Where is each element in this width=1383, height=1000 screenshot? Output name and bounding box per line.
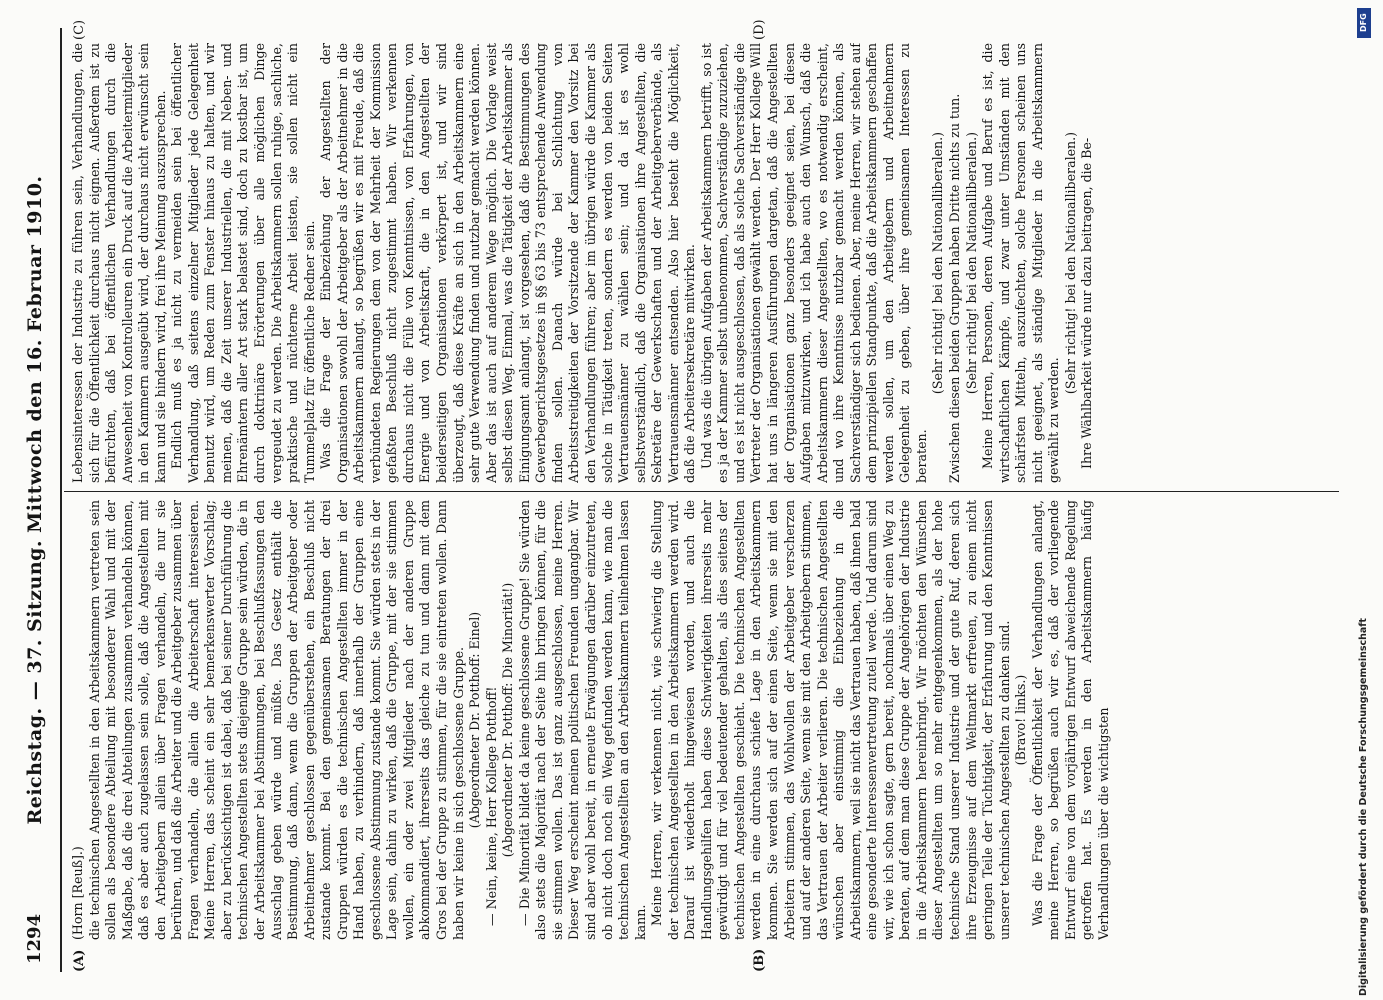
interjection: (Sehr richtig! bei den Nationalliberalen.): [1062, 131, 1078, 395]
paragraph: — Nein, keine, Herr Kollege Potthoff!: [483, 686, 499, 926]
paragraph: Und was die übrigen Aufgaben der Arbeitskammern betrifft, so ist es ja der Kammer selbst unbenommen, Sachverständige zuzuziehen, und es ist nicht ausgeschlossen, daß als solche Sachverständige die Vertreter der Organisationen gewählt werden. Der Herr Kollege Will hat uns in längeren Ausführungen dargetan, daß die Angestellten der Organisationen ganz besonders geeignet seien, bei diesen Aufgaben mitzuwirken, und ich habe auch den Wunsch, daß die Arbeitskammern dieser Angestellten, wo es notwendig erscheint, und wo ihre Kenntnisse nutzbar gemacht werden können, als Sachverständiger sich bedienen. Aber, meine Herren, wir stehen auf dem prinzipiellen Standpunkte, daß die Arbeitskammern geschaffen werden sollen, um den Arbeitgebern und Arbeitnehmern Gelegenheit zu geben, über ihre gemeinsamen Interessen zu beraten.: [698, 43, 929, 483]
paragraph: Was die Frage der Einbeziehung der Angestellten der Organisationen sowohl der Arbeitgeber als der Arbeitnehmer in die Arbeitskammern anlangt, so begrüßen wir es mit Freude, daß die verbündeten Regierungen dem von der Mehrheit der Kommission gefaßten Beschluß nicht zugestimmt haben. Wir verkennen durchaus nicht die Fülle von Kenntnissen, von Erfahrungen, von Energie und von Arbeitskraft, die in den Angestellten der beiderseitigen Organisationen verkörpert ist, und wir sind überzeugt, daß diese Kräfte an sich in den Arbeitskammern eine sehr gute Verwendung finden und nutzbar gemacht werden können. Aber das ist auch auf anderem Wege möglich. Die Vorlage weist selbst diesen Weg. Einmal, was die Tätigkeit der Arbeitskammer als Einigungsamt anlangt, ist vorgesehen, daß die Bestimmungen des Gewerbegerichtsgesetzes in §§ 63 bis 73 entsprechende Anwendung finden sollen. Danach würde bei Schlichtung von Arbeitsstreitigkeiten der Vorsitzende der Kammer den Vorsitz bei den Verhandlungen führen; aber im übrigen würde die Kammer als solche in Tätigkeit treten, sondern es werden von beiden Seiten Vertrauensmänner zu wählen sein; und da ist es wohl selbstverständlich, daß die Organisationen ihre Angestellten, die Sekretäre der Gewerkschaften und der Arbeitgeberverbände, als Vertrauensmänner entsenden. Also hier besteht die Möglichkeit, daß die Arbeitersekretäre mitwirken.: [318, 43, 698, 483]
paragraph: — Die Minorität bildet da keine geschlossene Gruppe! Sie würden also stets die Majorität nach der Seite hin bringen können, für die sie stimmen wollen. Das ist ganz ausgeschlossen, meine Herren. Dieser Weg erscheint meinen politischen Freunden ungangbar. Wir sind aber wohl bereit, in erneute Erwägungen darüber einzutreten, ob nicht doch noch ein Weg gefunden werden kann, wie man die technischen Angestellten an den Arbeitskammern teilnehmen lassen kann.: [516, 500, 648, 940]
header-rule: [60, 28, 62, 972]
paragraph: Meine Herren, Personen, deren Aufgabe und Beruf es ist, die wirtschaftlichen Kämpfe, und zwar unter Umständen mit den schärfsten Mitteln, auszufechten, solche Personen scheinen uns nicht geeignet, als ständige Mitglieder in die Arbeitskammern gewählt zu werden.: [980, 43, 1062, 483]
column-divider: [64, 491, 1339, 492]
digitization-attribution: Digitalisierung gefördert durch die Deutsche Forschungsgemeinschaft: [1358, 618, 1369, 996]
right-column: [70, 43, 1335, 483]
speaker-name: (Horn [Reuß].): [70, 846, 85, 940]
interjection: (Sehr richtig! bei den Nationalliberalen.): [963, 131, 979, 395]
left-column: [70, 500, 1335, 940]
page-header: [8, 0, 58, 1000]
paragraph: Zwischen diesen beiden Gruppen haben Dritte nichts zu tun.: [946, 93, 962, 483]
paragraph: Lebensinteressen der Industrie zu führen sein, Verhandlungen, die sich für die Öffentlichkeit durchaus nicht eignen. Außerdem ist zu befürchten, daß bei öffentlichen Verhandlungen durch die Anwesenheit von Kontrolleuren ein Druck auf die Arbeitermitglieder in den Kammern ausgeübt wird, der durchaus nicht erwünscht sein kann und sie hindern wird, frei ihre Meinung auszusprechen.: [70, 43, 168, 483]
paragraph: Meine Herren, wir verkennen nicht, wie schwierig die Stellung der technischen Angestellten in den Arbeitskammern werden wird. Darauf ist wiederholt hingewiesen worden, und auch die Handlungsgehilfen haben diese Schwierigkeiten ihrerseits mehr gewürdigt und für viel bedeutender gehalten, als dies seitens der technischen Angestellten geschieht. Die technischen Angestellten werden in eine durchaus schiefe Lage in den Arbeitskammern kommen. Sie werden sich auf der einen Seite, wenn sie mit den Arbeitern stimmen, das Wohlwollen der Arbeitgeber verscherzen und auf der anderen Seite, wenn sie mit den Arbeitgebern stimmen, das Vertrauen der Arbeiter verlieren. Die technischen Angestellten wünschen aber einstimmig die Einbeziehung in die Arbeitskammern, weil sie nicht das Vertrauen haben, daß ihnen bald eine gesonderte Interessenvertretung zuteil werde. Und darum sind wir, wie ich schon sagte, gern bereit, nochmals über einen Weg zu beraten, auf dem man diese Gruppe der Angehörigen der Industrie in die Arbeitskammern hereinbringt. Wir möchten den Wünschen dieser Angestellten um so mehr entgegenkommen, als der hohe technische Stand unserer Industrie und der gute Ruf, deren sich ihre Erzeugnisse auf dem Weltmarkt erfreuen, zu einem nicht geringen Teile der Tüchtigkeit, der Erfahrung und den Kenntnissen unserer technischen Angestellten zu danken sind.: [649, 500, 1012, 940]
margin-marker-d: (D): [752, 19, 767, 40]
page-number: 1294: [24, 913, 45, 964]
paragraph: Was die Frage der Öffentlichkeit der Verhandlungen anlangt, meine Herren, so begrüßen auch wir es, daß der vorliegende Entwurf eine von dem vorjährigen Entwurf abweichende Regelung getroffen hat. Es werden in den Arbeitskammern häufig Verhandlungen über die wichtigsten: [1029, 500, 1111, 940]
margin-marker-c: (C): [72, 19, 87, 40]
dfg-logo: DFG: [1357, 8, 1371, 38]
paragraph: Endlich muß es ja nicht zu vermeiden sein bei öffentlicher Verhandlung, daß seitens einzelner Mitglieder jede Gelegenheit benutzt wird, um Reden zum Fenster hinaus zu halten, und wir meinen, daß die Zeit unserer Industriellen, die mit Neben- und Ehrenämtern aller Art stark belastet sind, doch zu kostbar ist, um durch doktrinäre Erörterungen über alle möglichen Dinge vergeudet zu werden. Die Arbeitskammern sollen ruhige, sachliche, praktische und nüchterne Arbeit leisten, sie sollen nicht ein Tummelplatz für öffentliche Redner sein.: [169, 43, 317, 483]
interjection: (Bravo! links.): [1013, 674, 1029, 766]
interjection: (Abgeordneter Dr. Potthoff: Einel): [467, 611, 483, 829]
margin-marker-a: (A): [72, 949, 87, 972]
interjection: (Sehr richtig! bei den Nationalliberalen.): [930, 131, 946, 395]
running-title: Reichstag. — 37. Sitzung. Mittwoch den 16. Februar 1910.: [24, 175, 46, 825]
paragraph: Ihre Wählbarkeit würde nur dazu beitragen, die Be-: [1079, 137, 1095, 469]
margin-marker-b: (B): [752, 948, 767, 972]
paragraph: die technischen Angestellten in den Arbeitskammern vertreten sein sollen als besondere Abteilung mit besonderer Wahl und mit der Maßgabe, daß die drei Abteilungen zusammen verhandeln können, daß es aber auch zugelassen sein solle, daß die Angestellten mit den Arbeitgebern allein über Fragen verhandeln, die nur sie berühren, und daß die Arbeiter und die Arbeitgeber zusammen über Fragen verhandeln, die allein die Arbeiterschaft interessieren. Meine Herren, das scheint ein sehr bemerkenswerter Vorschlag; aber zu berücksichtigen ist dabei, daß bei seiner Durchführung die technischen Angestellten stets diejenige Gruppe sein würden, die in der Arbeitskammer bei Abstimmungen, bei Beschlußfassungen den Ausschlag geben würde und müßte. Das Gesetz enthält die Bestimmung, daß dann, wenn die Gruppen der Arbeitgeber oder Arbeitnehmer geschlossen gegenüberstehen, ein Beschluß nicht zustande kommt. Bei den gemeinsamen Beratungen der drei Gruppen würden es die technischen Angestellten immer in der Hand haben, zu verhindern, daß innerhalb der Gruppen eine geschlossene Abstimmung zustande kommt. Sie würden stets in der Lage sein, dahin zu wirken, daß die Gruppe, mit der sie stimmen wollen, ein oder zwei Mitglieder nach der anderen Gruppe abkommandiert, ihrerseits das gleiche zu tun und dann mit dem Gros bei der Gruppe zu stimmen, für die sie eintreten wollen. Dann haben wir keine in sich geschlossene Gruppe.: [86, 500, 466, 940]
interjection: (Abgeordneter Dr. Potthoff: Die Minorität!): [500, 582, 516, 858]
